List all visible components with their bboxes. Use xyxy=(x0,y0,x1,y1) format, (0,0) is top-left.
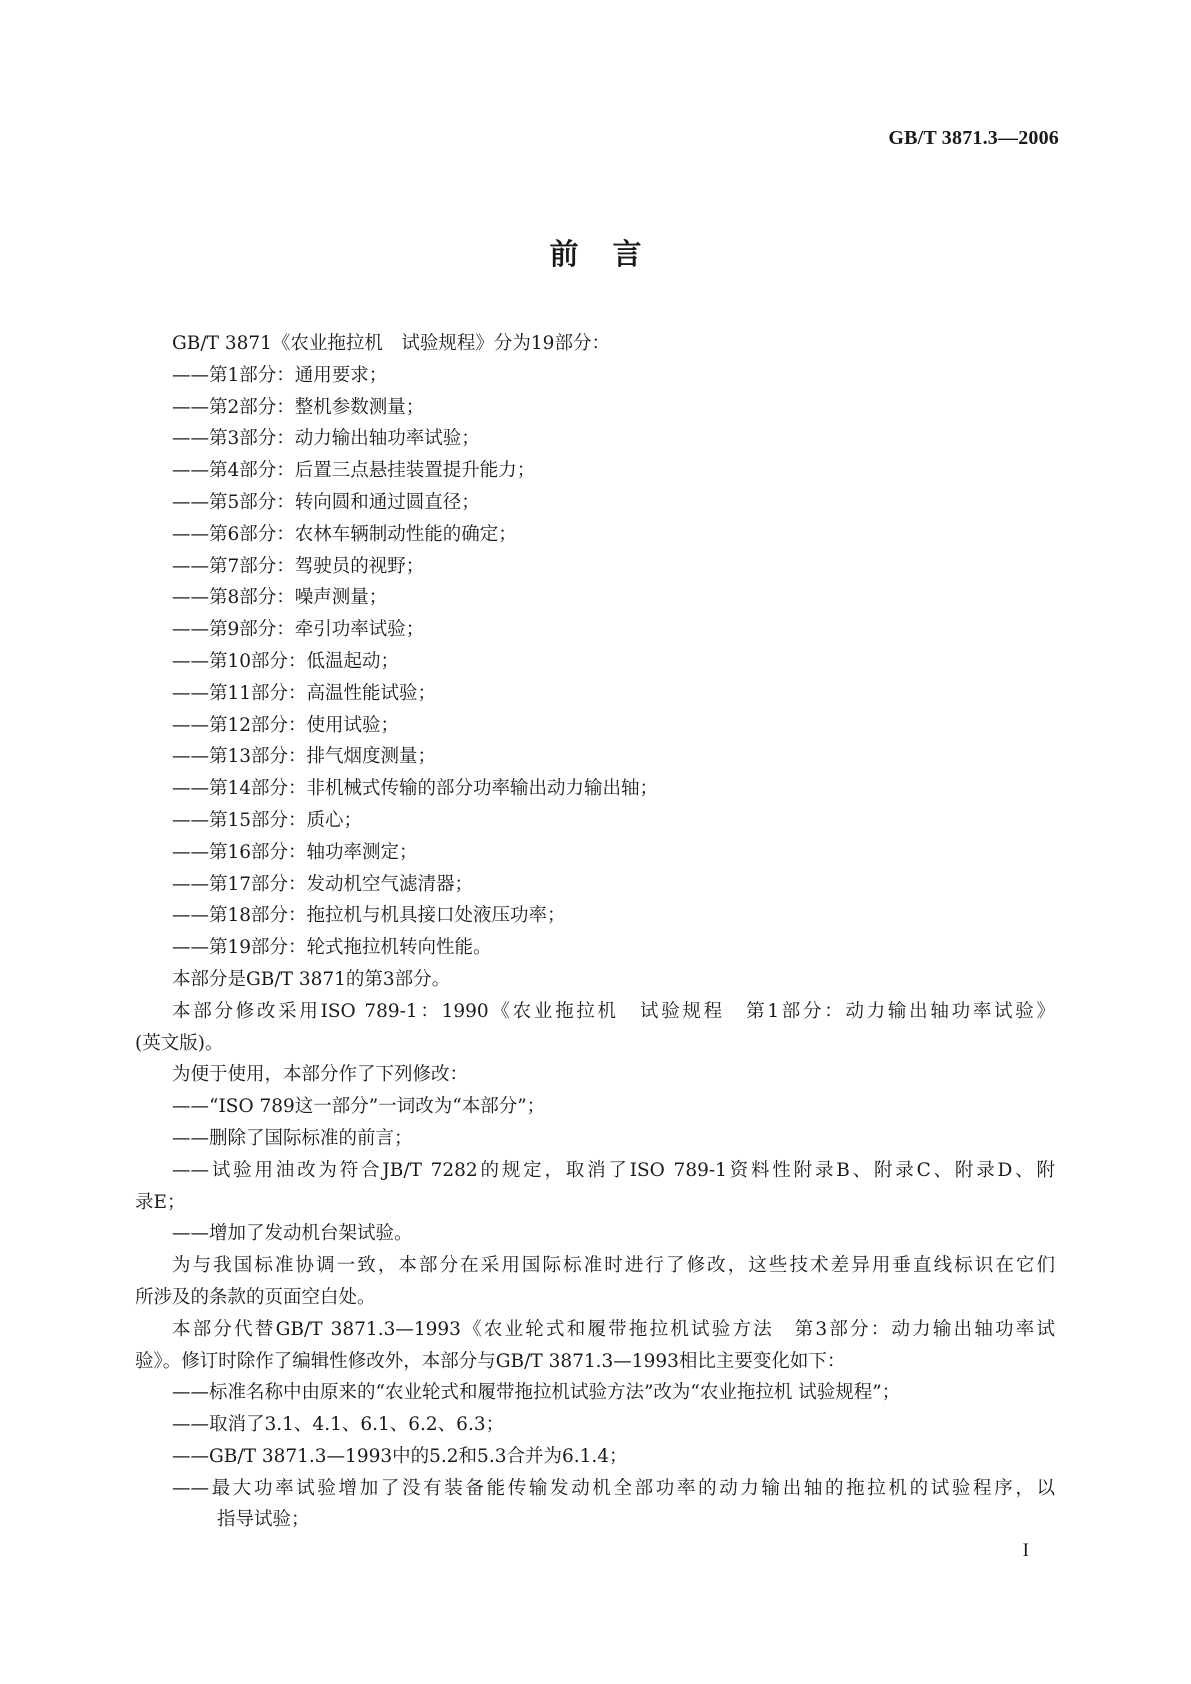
deviation-statement-cont: 所涉及的条款的页面空白处。 xyxy=(135,1286,376,1308)
list-item-part-2: ——第2部分：整机参数测量； xyxy=(172,396,425,418)
list-item-part-16: ——第16部分：轴功率测定； xyxy=(172,841,418,863)
list-item-part-8: ——第8部分：噪声测量； xyxy=(172,587,388,609)
list-item-part-12: ——第12部分：使用试验； xyxy=(172,714,400,736)
modifications-intro: 为便于使用，本部分作了下列修改： xyxy=(172,1064,469,1086)
list-item-part-4: ——第4部分：后置三点悬挂装置提升能力； xyxy=(172,460,536,482)
modification-item: ——删除了国际标准的前言； xyxy=(172,1127,413,1149)
modification-item: ——试验用油改为符合JB/T 7282的规定，取消了ISO 789-1资料性附录B、附录C、附录D、附 xyxy=(172,1159,1055,1181)
list-item-part-10: ——第10部分：低温起动； xyxy=(172,650,400,672)
change-item: ——GB/T 3871.3—1993中的5.2和5.3合并为6.1.4； xyxy=(172,1445,628,1467)
list-item-part-7: ——第7部分：驾驶员的视野； xyxy=(172,555,425,577)
change-item: ——标准名称中由原来的“农业轮式和履带拖拉机试验方法”改为“农业拖拉机 试验规程”； xyxy=(172,1382,901,1404)
modification-item: ——“ISO 789这一部分”一词改为“本部分”； xyxy=(172,1096,546,1118)
modification-item-cont: 录E； xyxy=(135,1191,186,1213)
list-item-part-6: ——第6部分：农林车辆制动性能的确定； xyxy=(172,523,517,545)
deviation-statement: 为与我国标准协调一致，本部分在采用国际标准时进行了修改，这些技术差异用垂直线标识在它们 xyxy=(172,1255,1055,1277)
list-item-part-18: ——第18部分：拖拉机与机具接口处液压功率； xyxy=(172,905,566,927)
list-item-part-11: ——第11部分：高温性能试验； xyxy=(172,682,437,704)
modification-item: ——增加了发动机台架试验。 xyxy=(172,1223,413,1245)
list-item-part-13: ——第13部分：排气烟度测量； xyxy=(172,746,437,768)
document-body xyxy=(135,328,1055,1536)
standard-number: GB/T 3871.3—2006 xyxy=(888,127,1059,149)
page-title: 前言 xyxy=(549,237,676,271)
part-statement: 本部分是GB/T 3871的第3部分。 xyxy=(172,968,451,990)
list-item-part-17: ——第17部分：发动机空气滤清器； xyxy=(172,873,474,895)
list-item-part-9: ——第9部分：牵引功率试验； xyxy=(172,619,425,641)
intro-paragraph: GB/T 3871《农业拖拉机 试验规程》分为19部分： xyxy=(172,333,610,354)
list-item-part-1: ——第1部分：通用要求； xyxy=(172,364,388,386)
list-item-part-19: ——第19部分：轮式拖拉机转向性能。 xyxy=(172,937,492,959)
change-item: ——取消了3.1、4.1、6.1、6.2、6.3； xyxy=(172,1414,505,1436)
page-number: I xyxy=(1022,1540,1029,1561)
replacement-statement: 本部分代替GB/T 3871.3—1993《农业轮式和履带拖拉机试验方法 第3部分：动力输出轴功率试 xyxy=(172,1318,1055,1340)
adoption-statement: 本部分修改采用ISO 789-1：1990《农业拖拉机 试验规程 第1部分：动力输出轴功率试验》 xyxy=(172,1000,1055,1022)
list-item-part-3: ——第3部分：动力输出轴功率试验； xyxy=(172,428,480,450)
list-item-part-15: ——第15部分：质心； xyxy=(172,809,363,831)
adoption-statement-cont: (英文版)。 xyxy=(135,1032,224,1054)
replacement-statement-cont: 验》。修订时除作了编辑性修改外，本部分与GB/T 3871.3—1993相比主要变化如下： xyxy=(135,1350,846,1372)
change-item: ——最大功率试验增加了没有装备能传输发动机全部功率的动力输出轴的拖拉机的试验程序，以 xyxy=(172,1477,1055,1499)
list-item-part-14: ——第14部分：非机械式传输的部分功率输出动力输出轴； xyxy=(172,778,659,800)
change-item-cont: 指导试验； xyxy=(217,1509,310,1531)
list-item-part-5: ——第5部分：转向圆和通过圆直径； xyxy=(172,491,480,513)
